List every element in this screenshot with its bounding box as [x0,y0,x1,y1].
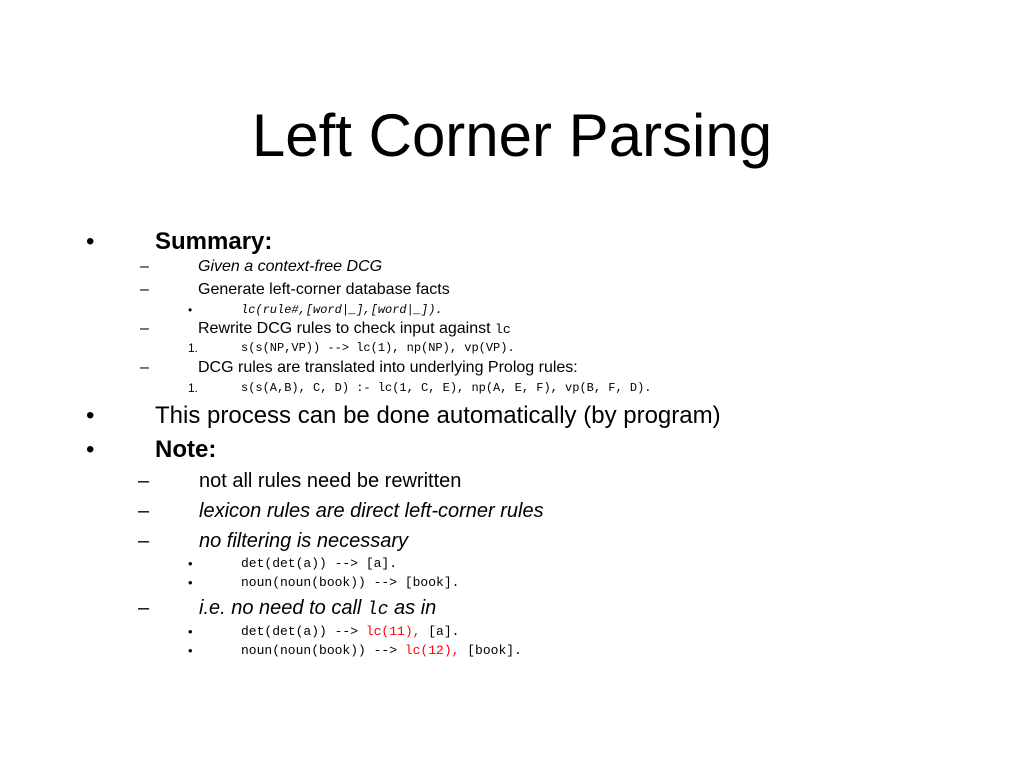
sub-number-marker: 1. [188,381,199,395]
noun-lc-rule-code [241,643,522,659]
process-text: This process can be done automatically (by program) [155,402,721,429]
noun-lc-code-highlight: lc(12), [404,643,460,658]
det-lc-code-after: [a]. [420,624,460,639]
noun-lc-code-after: [book]. [459,643,522,658]
sub-bullet-marker: • [188,575,193,590]
dash-marker: – [138,500,150,522]
summary-item-generate-facts: Generate left-corner database facts [198,281,450,298]
summary-item-context-free: Given a context-free DCG [198,258,383,275]
rewrite-text: Rewrite DCG rules to check input against [198,320,496,337]
prolog-rule-code: s(s(A,B), C, D) :- lc(1, C, E), np(A, E, F), vp(B, F, D). [241,381,652,395]
summary-item-translated: DCG rules are translated into underlying Prolog rules: [198,359,578,376]
note-item-lexicon-rules: lexicon rules are direct left-corner rules [199,500,544,522]
dash-marker: – [138,470,150,492]
no-need-code-lc: lc [366,600,389,620]
no-need-text-before: i.e. no need to call [199,597,367,619]
sub-bullet-marker: • [188,643,193,658]
det-lc-code-highlight: lc(11), [365,624,421,639]
dash-marker: – [138,530,150,552]
dash-marker: – [140,258,149,275]
note-item-not-all-rules: not all rules need be rewritten [199,470,462,492]
det-rule-code: det(det(a)) --> [a]. [241,556,398,571]
bullet-marker: • [86,228,95,255]
summary-label: Summary: [155,228,273,255]
dash-marker: – [140,359,149,376]
no-need-text-after: as in [388,597,437,619]
bullet-marker: • [86,402,95,429]
sub-bullet-marker: • [188,624,193,639]
dash-marker: – [140,281,149,298]
lc-fact-code: lc(rule#,[word|_],[word|_]). [241,303,443,317]
dash-marker: – [138,597,150,619]
rewrite-code-lc: lc [495,322,511,337]
dash-marker: – [140,320,149,337]
rewrite-rule-code: s(s(NP,VP)) --> lc(1), np(NP), vp(VP). [241,341,515,355]
sub-bullet-marker: • [188,303,193,317]
note-item-no-need-lc [199,596,436,622]
slide-title: Left Corner Parsing [251,102,773,169]
note-label: Note: [155,436,217,463]
sub-bullet-marker: • [188,556,193,571]
det-lc-rule-code [241,624,459,640]
det-lc-code-before: det(det(a)) --> [241,624,366,639]
bullet-marker: • [86,436,95,463]
noun-lc-code-before: noun(noun(book)) --> [241,643,405,658]
summary-item-rewrite-rules [198,319,511,340]
note-item-no-filtering: no filtering is necessary [199,530,408,552]
noun-rule-code: noun(noun(book)) --> [book]. [241,575,460,590]
sub-number-marker: 1. [188,341,199,355]
